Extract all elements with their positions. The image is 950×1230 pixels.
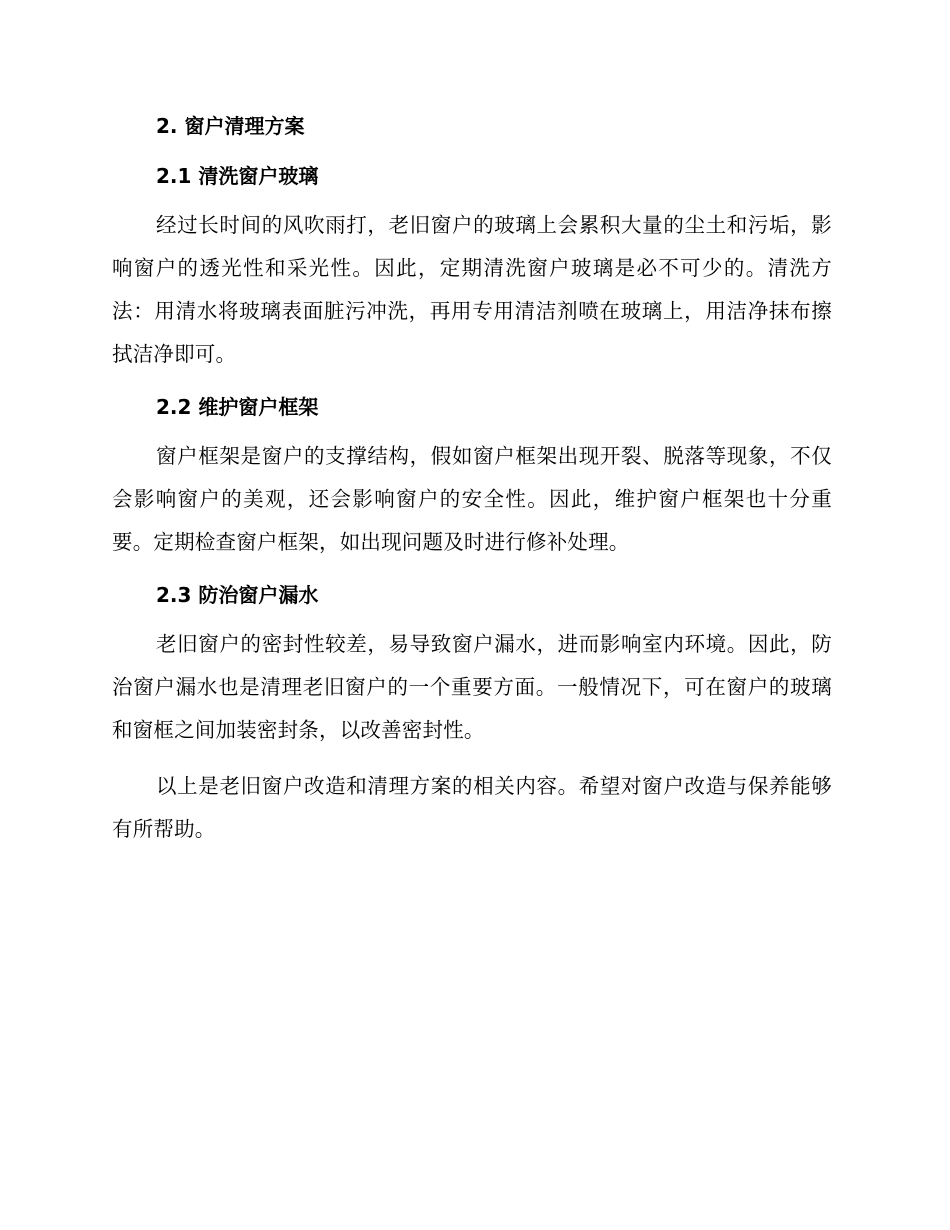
subsection-title: 2.1 清洗窗户玻璃	[156, 164, 319, 188]
conclusion-paragraph: 以上是老旧窗户改造和清理方案的相关内容。希望对窗户改造与保养能够有所帮助。	[112, 774, 832, 841]
subsection-leak-prevention	[112, 577, 832, 752]
subsection-paragraph: 老旧窗户的密封性较差，易导致窗户漏水，进而影响室内环境。因此，防治窗户漏水也是清理老旧窗户的一个重要方面。一般情况下，可在窗户的玻璃和窗框之间加装密封条，以改善密封性。	[112, 632, 832, 742]
subsection-title: 2.3 防治窗户漏水	[156, 583, 319, 607]
document-page	[112, 108, 832, 864]
subsection-frame-maintenance	[112, 389, 832, 564]
subsection-paragraph: 窗户框架是窗户的支撑结构，假如窗户框架出现开裂、脱落等现象，不仅会影响窗户的美观，还会影响窗户的安全性。因此，维护窗户框架也十分重要。定期检查窗户框架，如出现问题及时进行修补处理。	[112, 444, 832, 554]
subsection-glass-cleaning	[112, 158, 832, 376]
subsection-paragraph: 经过长时间的风吹雨打，老旧窗户的玻璃上会累积大量的尘土和污垢，影响窗户的透光性和采光性。因此，定期清洗窗户玻璃是必不可少的。清洗方法：用清水将玻璃表面脏污冲洗，再用专用清洁剂喷在玻璃上，用洁净抹布擦拭洁净即可。	[112, 213, 832, 366]
subsection-title: 2.2 维护窗户框架	[156, 395, 319, 419]
section-title: 2. 窗户清理方案	[156, 114, 305, 138]
